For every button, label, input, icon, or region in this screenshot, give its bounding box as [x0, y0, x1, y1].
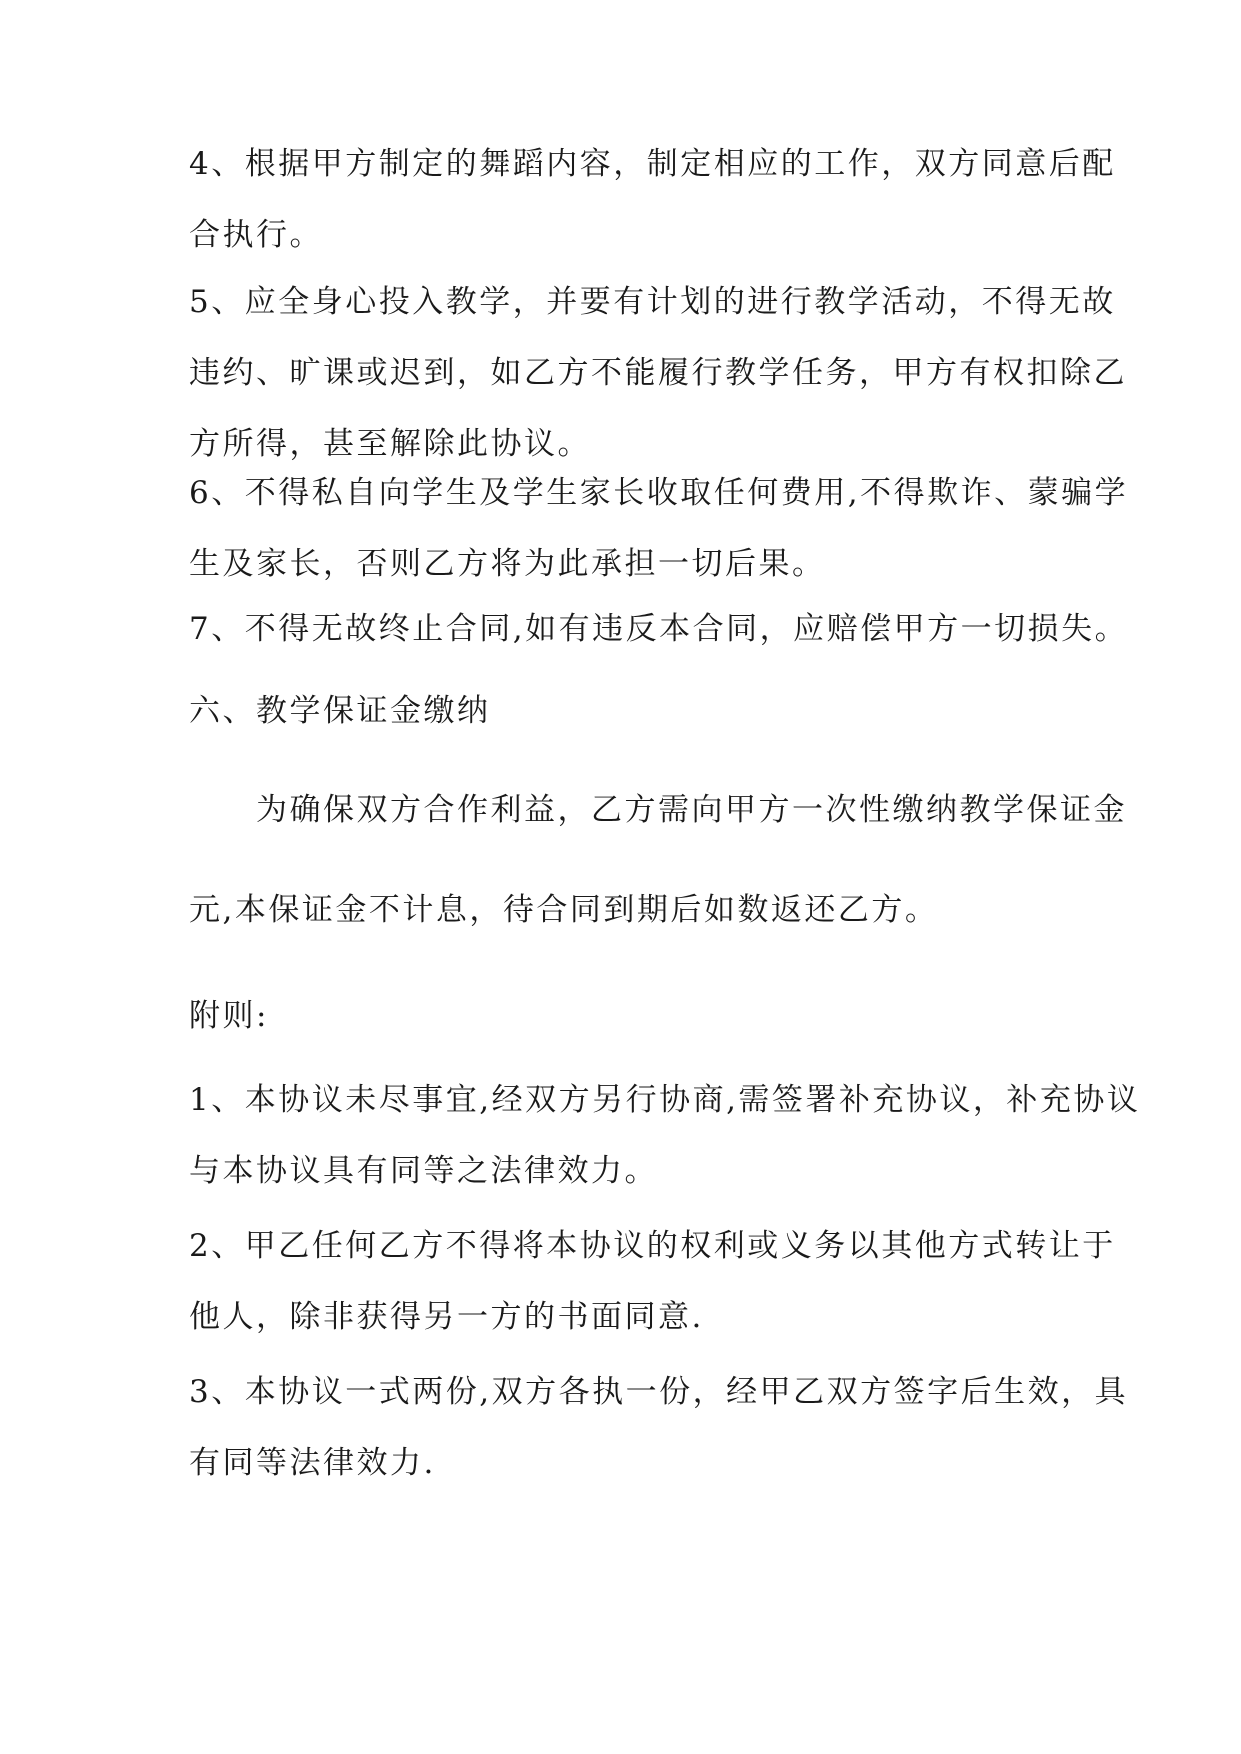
text-line: 1、本协议未尽事宜,经双方另行协商,需签署补充协议，补充协议 — [189, 1082, 1141, 1118]
appendix-item-2 — [189, 1211, 1116, 1353]
text-line: 3、本协议一式两份,双方各执一份，经甲乙双方签字后生效，具 — [189, 1374, 1129, 1410]
text-line: 7、不得无故终止合同,如有违反本合同，应赔偿甲方一切损失。 — [189, 611, 1129, 647]
appendix-item-3 — [189, 1357, 1129, 1499]
deposit-paragraph — [189, 760, 1127, 960]
clause-item-5 — [189, 267, 1127, 480]
text-line: 2、甲乙任何乙方不得将本协议的权利或义务以其他方式转让于 — [189, 1228, 1116, 1264]
text-line: 生及家长，否则乙方将为此承担一切后果。 — [189, 546, 826, 582]
text-line: 与本协议具有同等之法律效力。 — [189, 1153, 658, 1189]
text-line: 他人，除非获得另一方的书面同意. — [189, 1299, 704, 1335]
text-line: 合执行。 — [189, 217, 323, 253]
text-line: 六、教学保证金缴纳 — [189, 693, 491, 729]
text-line: 5、应全身心投入教学，并要有计划的进行教学活动，不得无故 — [189, 284, 1116, 320]
text-line: 6、不得私自向学生及学生家长收取任何费用,不得欺诈、蒙骗学 — [189, 475, 1129, 511]
clause-item-4 — [189, 129, 1116, 271]
appendix-heading — [189, 981, 1059, 1052]
text-line: 违约、旷课或迟到，如乙方不能履行教学任务，甲方有权扣除乙 — [189, 355, 1127, 391]
text-line: 方所得，甚至解除此协议。 — [189, 426, 591, 462]
appendix-item-1 — [189, 1065, 1141, 1207]
clause-item-7 — [189, 594, 1129, 665]
text-line: 为确保双方合作利益，乙方需向甲方一次性缴纳教学保证金 — [189, 792, 1127, 828]
section-heading — [189, 676, 1059, 747]
clause-item-6 — [189, 458, 1129, 600]
text-line: 有同等法律效力. — [189, 1445, 436, 1481]
text-line: 元,本保证金不计息，待合同到期后如数返还乙方。 — [189, 892, 939, 928]
text-line: 4、根据甲方制定的舞蹈内容，制定相应的工作，双方同意后配 — [189, 146, 1116, 182]
text-line: 附则: — [189, 998, 269, 1034]
